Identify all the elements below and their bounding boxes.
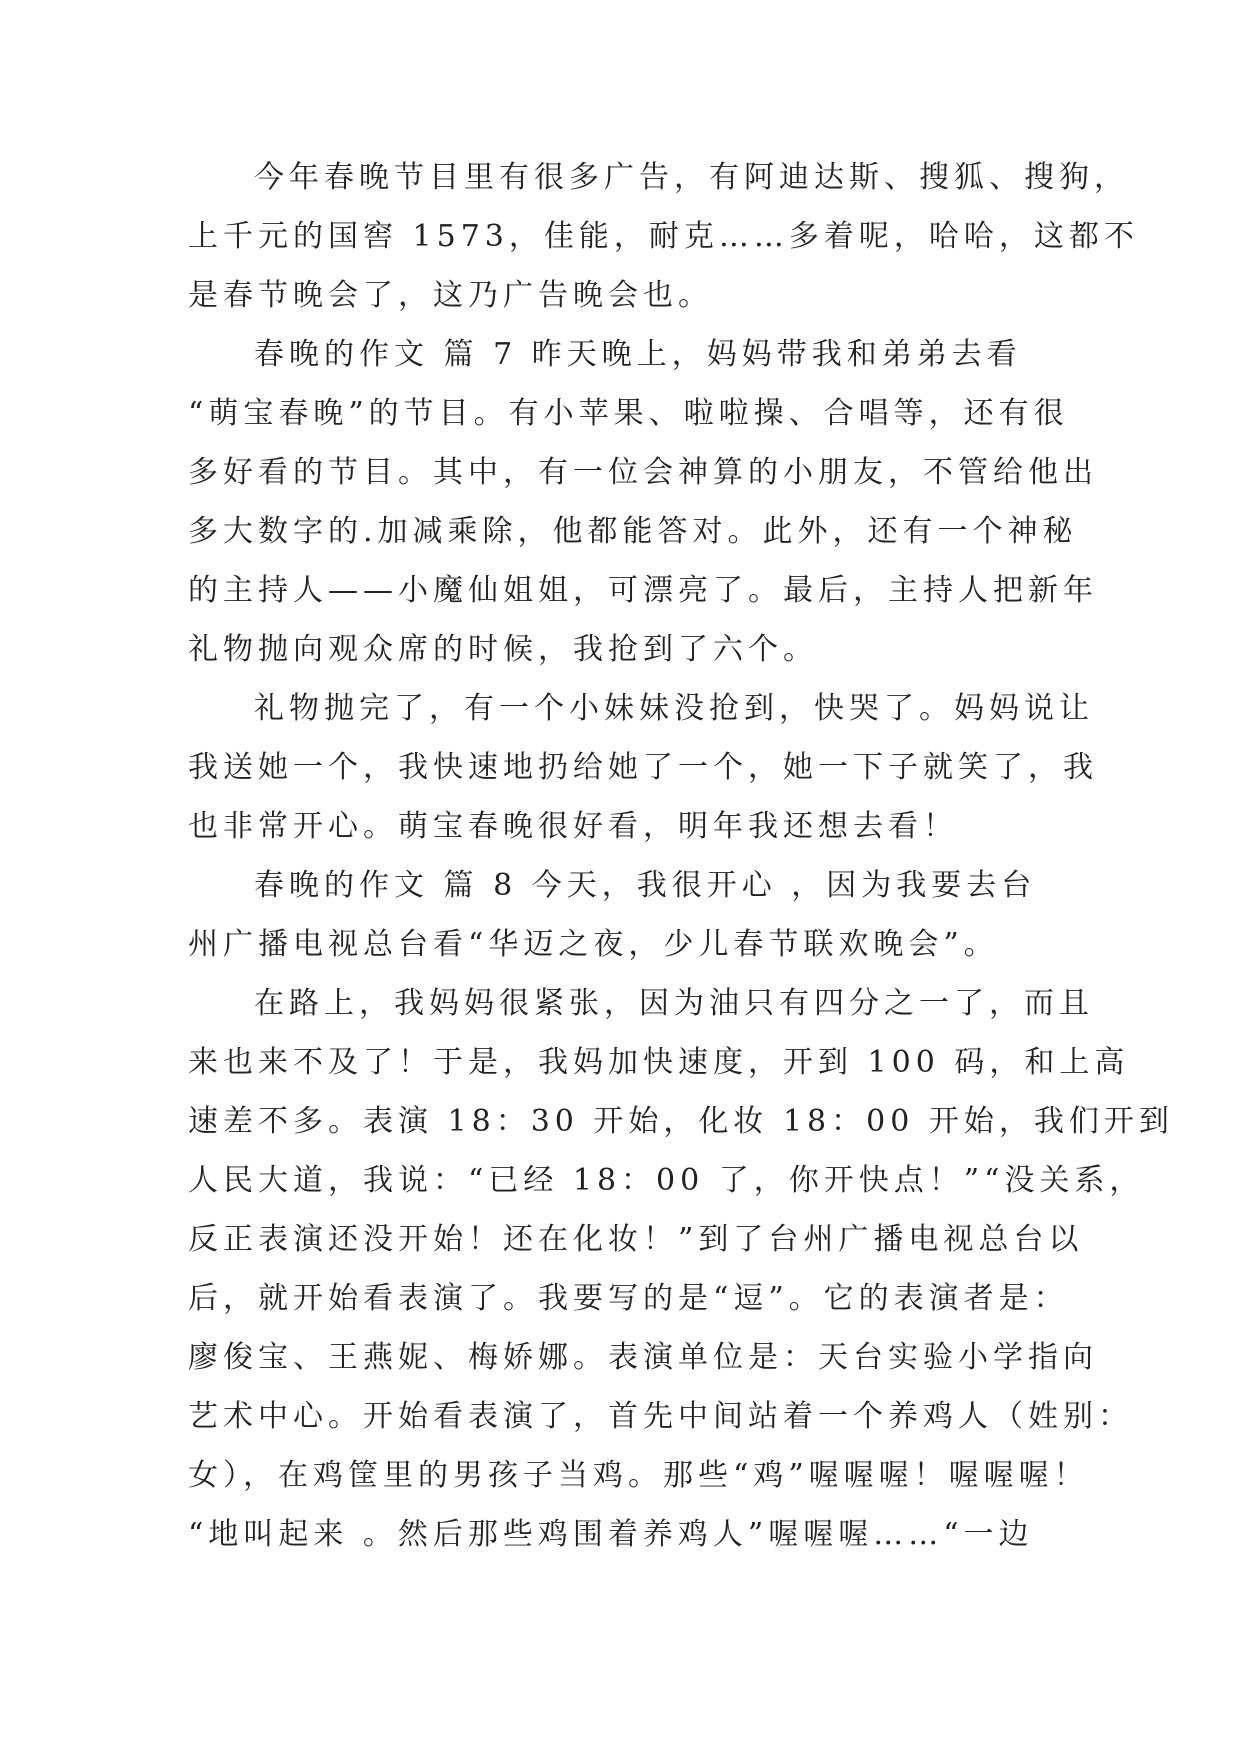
text-line: 多大数字的.加减乘除，他都能答对。此外，还有一个神秘 bbox=[188, 514, 1078, 549]
text-line: 也非常开心。萌宝春晚很好看，明年我还想去看！ bbox=[188, 809, 958, 844]
text-line: 是春节晚会了，这乃广告晚会也。 bbox=[188, 278, 713, 313]
text-line: 后，就开始看表演了。我要写的是“逗”。它的表演者是： bbox=[188, 1281, 1069, 1316]
text-line: 州广播电视总台看“华迈之夜，少儿春节联欢晚会”。 bbox=[188, 927, 999, 962]
text-line: 上千元的国窖 1573，佳能，耐克……多着呢，哈哈，这都不 bbox=[188, 219, 1139, 254]
text-line: 廖俊宝、王燕妮、梅娇娜。表演单位是：天台实验小学指向 bbox=[188, 1340, 1098, 1375]
text-line: 来也来不及了！于是，我妈加快速度，开到 100 码，和上高 bbox=[188, 1045, 1130, 1080]
text-line: 速差不多。表演 18：30 开始，化妆 18：00 开始，我们开到 bbox=[188, 1104, 1174, 1139]
text-line: “地叫起来 。然后那些鸡围着养鸡人”喔喔喔……“一边 bbox=[188, 1517, 1034, 1552]
text-line: 礼物抛向观众席的时候，我抢到了六个。 bbox=[188, 632, 818, 667]
text-line: 的主持人——小魔仙姐姐，可漂亮了。最后，主持人把新年 bbox=[188, 573, 1098, 608]
text-line: 今年春晚节目里有很多广告，有阿迪达斯、搜狐、搜狗， bbox=[254, 160, 1129, 195]
text-line: 在路上，我妈妈很紧张，因为油只有四分之一了，而且 bbox=[254, 986, 1094, 1021]
text-line: 艺术中心。开始看表演了，首先中间站着一个养鸡人（姓别： bbox=[188, 1399, 1133, 1434]
section-heading-line: 春晚的作文 篇 7 昨天晚上，妈妈带我和弟弟去看 bbox=[254, 337, 1022, 372]
text-line: 反正表演还没开始！还在化妆！”到了台州广播电视总台以 bbox=[188, 1222, 1084, 1257]
text-line: 女），在鸡筐里的男孩子当鸡。那些“鸡”喔喔喔！喔喔喔！ bbox=[188, 1458, 1089, 1493]
text-line: 多好看的节目。其中，有一位会神算的小朋友，不管给他出 bbox=[188, 455, 1098, 490]
essay-body bbox=[188, 148, 1174, 1564]
text-line: “萌宝春晚”的节目。有小苹果、啦啦操、合唱等，还有很 bbox=[188, 396, 1069, 431]
text-line: 我送她一个，我快速地扔给她了一个，她一下子就笑了，我 bbox=[188, 750, 1098, 785]
text-line: 人民大道，我说：“已经 18：00 了，你开快点！”“没关系， bbox=[188, 1163, 1145, 1198]
text-line: 礼物抛完了，有一个小妹妹没抢到，快哭了。妈妈说让 bbox=[254, 691, 1094, 726]
section-heading-line: 春晚的作文 篇 8 今天，我很开心 ，因为我要去台 bbox=[254, 868, 1037, 903]
